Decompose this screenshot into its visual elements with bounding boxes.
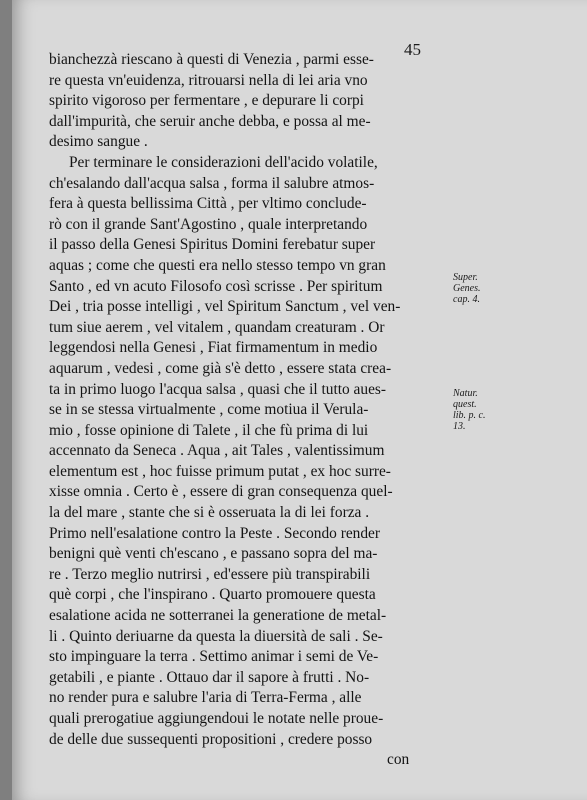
text-line: getabili , e piante . Ottauo dar il sapore à frutti . No-	[49, 668, 370, 686]
text-line: accennato da Seneca . Aqua , ait Tales , valentissimum	[49, 442, 385, 460]
text-line: leggendosi nella Genesi , Fiat firmamentum in medio	[49, 339, 378, 357]
text-line: Santo , ed vn acuto Filosofo così scrisse . Per spiritum	[49, 277, 383, 295]
text-line: mio , fosse opinione di Talete , il che fù prima di lui	[49, 421, 369, 439]
text-line: la del mare , stante che si è osseruata la di lei forza .	[49, 504, 370, 522]
text-line: de delle due sussequenti propositioni , credere posso	[49, 730, 373, 748]
text-line: re . Terzo meglio nutrirsi , ed'essere più transpirabili	[49, 565, 371, 583]
text-line: aquas ; come che questi era nello stesso tempo vn gran	[49, 256, 386, 274]
text-line: se in se stessa virtualmente , come motiua il Verula-	[49, 401, 369, 419]
text-line: tum siue aerem , vel vitalem , quandam creaturam . Or	[49, 318, 385, 336]
margin-note-seneca: Natur. quest. lib. p. c. 13.	[453, 388, 486, 432]
text-line: ch'esalando dall'acqua salsa , forma il salubre atmos-	[49, 174, 375, 192]
text-line: il passo della Genesi Spiritus Domini ferebatur super	[49, 236, 376, 254]
text-line: aquarum , vedesi , come già s'è detto , essere stata crea-	[49, 359, 392, 377]
text-line: dall'impurità, che seruir anche debba, e possa al me-	[49, 112, 371, 130]
body-text	[49, 50, 459, 771]
text-line: elementum est , hoc fuisse primum putat , ex hoc surre-	[49, 462, 391, 480]
book-page	[12, 0, 587, 800]
text-line: què corpi , che l'inspirano . Quarto promouere questa	[49, 586, 376, 604]
text-line: Dei , tria posse intelligi , vel Spiritum Sanctum , vel ven-	[49, 298, 401, 316]
text-line: rò con il grande Sant'Agostino , quale interpretando	[49, 215, 368, 233]
paragraph-start-line: Per terminare le considerazioni dell'acido volatile,	[69, 153, 378, 171]
text-line: li . Quinto deriuarne da questa la diuersità de sali . Se-	[49, 627, 383, 645]
text-line: xisse omnia . Certo è , essere di gran consequenza quel-	[49, 483, 393, 501]
text-line: bianchezzà riescano à questi di Venezia , parmi esse-	[49, 51, 374, 68]
text-line: desimo sangue .	[49, 133, 148, 151]
page-number: 45	[404, 40, 421, 59]
text-line: no render pura e salubre l'aria di Terra-Ferma , alle	[49, 689, 362, 707]
text-line: sto impinguare la terra . Settimo animar i semi de Ve-	[49, 648, 379, 666]
text-line: spirito vigoroso per fermentare , e depurare li corpi	[49, 92, 364, 110]
text-line: Primo nell'esalatione contro la Peste . Secondo render	[49, 524, 381, 542]
margin-note-genesis: Super. Genes. cap. 4.	[453, 272, 481, 305]
text-line: fera à questa bellissima Città , per vltimo conclude-	[49, 195, 367, 213]
catchword: con	[387, 751, 410, 769]
text-line: re questa vn'euidenza, ritrouarsi nella di lei aria vno	[49, 71, 368, 89]
text-line: quali prerogatiue aggiungendoui le notate nelle proue-	[49, 710, 384, 727]
text-line: ta in primo luogo l'acqua salsa , quasi che il tutto aues-	[49, 380, 387, 398]
text-line: benigni què venti ch'escano , e passano sopra del ma-	[49, 545, 378, 563]
text-line: esalatione acida ne sotterranei la generatione de metal-	[49, 607, 387, 625]
